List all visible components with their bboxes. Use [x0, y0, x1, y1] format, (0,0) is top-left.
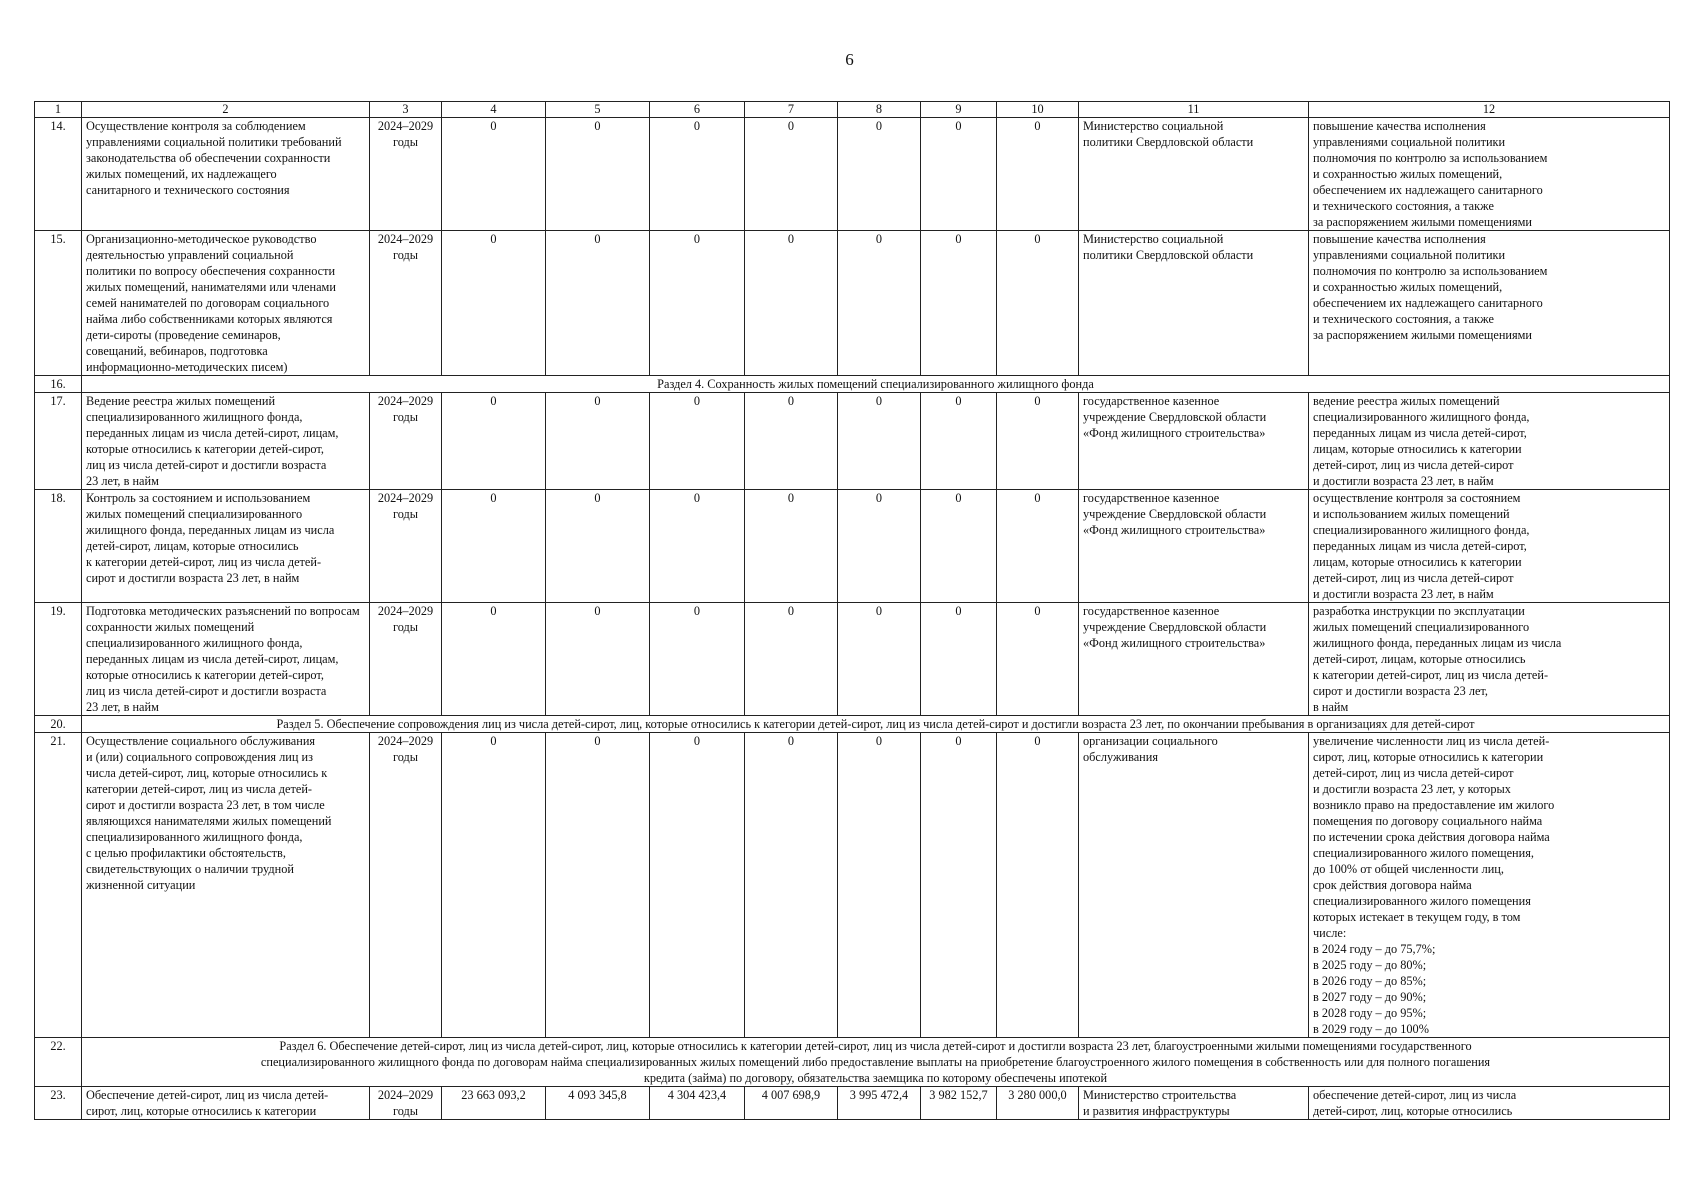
funding-value: 0 — [838, 603, 921, 716]
column-number: 1 — [35, 102, 82, 118]
responsible-executor: Министерство социальной политики Свердловской области — [1079, 118, 1309, 231]
period: 2024–2029 годы — [370, 393, 442, 490]
section-title: Раздел 4. Сохранность жилых помещений специализированного жилищного фонда — [82, 376, 1670, 393]
funding-value: 0 — [442, 603, 546, 716]
column-number: 5 — [546, 102, 650, 118]
table-row — [35, 118, 1670, 231]
table-row — [35, 490, 1670, 603]
period: 2024–2029 годы — [370, 603, 442, 716]
expected-result: обеспечение детей-сирот, лиц из числа детей-сирот, лиц, которые относились — [1309, 1087, 1670, 1120]
funding-value: 0 — [997, 603, 1079, 716]
funding-value: 0 — [838, 118, 921, 231]
expected-result: повышение качества исполнения управлениями социальной политики полномочия по контролю за использованием и сохранностью жилых помещений, обеспечением их надлежащего санитарного и технического состояния, а также за распоряжением жилыми помещениями — [1309, 118, 1670, 231]
funding-value: 0 — [546, 231, 650, 376]
section-row — [35, 1038, 1670, 1087]
funding-value: 0 — [838, 231, 921, 376]
responsible-executor: государственное казенное учреждение Свердловской области «Фонд жилищного строительства» — [1079, 490, 1309, 603]
column-number: 3 — [370, 102, 442, 118]
funding-value: 4 007 698,9 — [745, 1087, 838, 1120]
table-row — [35, 231, 1670, 376]
measure-name: Ведение реестра жилых помещений специализированного жилищного фонда, переданных лицам из числа детей-сирот, лицам, которые относились к категории детей-сирот, лиц из числа детей-сирот и достигли возраста 23 лет, в найм — [82, 393, 370, 490]
measure-name: Организационно-методическое руководство деятельностью управлений социальной политики по вопросу обеспечения сохранности жилых помещений, нанимателями или членами семей нанимателей по договорам социального найма либо собственниками которых являются дети-сироты (проведение семинаров, совещаний, вебинаров, подготовка информационно-методических писем) — [82, 231, 370, 376]
funding-value: 0 — [997, 490, 1079, 603]
funding-value: 0 — [546, 118, 650, 231]
funding-value: 0 — [745, 231, 838, 376]
funding-value: 0 — [650, 393, 745, 490]
funding-value: 0 — [745, 733, 838, 1038]
funding-value: 3 995 472,4 — [838, 1087, 921, 1120]
funding-value: 0 — [921, 231, 997, 376]
funding-value: 0 — [442, 118, 546, 231]
row-number: 14. — [35, 118, 82, 231]
period: 2024–2029 годы — [370, 231, 442, 376]
measure-name: Осуществление социального обслуживания и (или) социального сопровождения лиц из числа детей-сирот, лиц, которые относились к категории детей-сирот, лиц из числа детей- сирот и достигли возраста 23 лет, в том числе являющихся нанимателями жилых помещений специализированного жилищного фонда, с целью профилактики обстоятельств, свидетельствующих о наличии трудной жизненной ситуации — [82, 733, 370, 1038]
funding-value: 0 — [650, 490, 745, 603]
funding-value: 0 — [650, 231, 745, 376]
column-number: 8 — [838, 102, 921, 118]
expected-result: разработка инструкции по эксплуатации жилых помещений специализированного жилищного фонда, переданных лицам из числа детей-сирот, лицам, которые относились к категории детей-сирот, лиц из числа детей- сирот и достигли возраста 23 лет, в найм — [1309, 603, 1670, 716]
funding-value: 0 — [921, 733, 997, 1038]
column-number: 6 — [650, 102, 745, 118]
period: 2024–2029 годы — [370, 733, 442, 1038]
row-number: 21. — [35, 733, 82, 1038]
responsible-executor: государственное казенное учреждение Свердловской области «Фонд жилищного строительства» — [1079, 603, 1309, 716]
responsible-executor: государственное казенное учреждение Свердловской области «Фонд жилищного строительства» — [1079, 393, 1309, 490]
funding-value: 0 — [997, 393, 1079, 490]
funding-value: 0 — [745, 490, 838, 603]
row-number: 22. — [35, 1038, 82, 1087]
funding-value: 0 — [442, 393, 546, 490]
column-number: 4 — [442, 102, 546, 118]
funding-value: 3 982 152,7 — [921, 1087, 997, 1120]
funding-value: 0 — [838, 733, 921, 1038]
column-number: 11 — [1079, 102, 1309, 118]
funding-value: 0 — [546, 603, 650, 716]
row-number: 18. — [35, 490, 82, 603]
column-number: 9 — [921, 102, 997, 118]
expected-result: повышение качества исполнения управлениями социальной политики полномочия по контролю за использованием и сохранностью жилых помещений, обеспечением их надлежащего санитарного и технического состояния, а также за распоряжением жилыми помещениями — [1309, 231, 1670, 376]
funding-value: 0 — [745, 603, 838, 716]
column-number: 2 — [82, 102, 370, 118]
funding-value: 0 — [997, 118, 1079, 231]
expected-result: осуществление контроля за состоянием и использованием жилых помещений специализированного жилищного фонда, переданных лицам из числа детей-сирот, лицам, которые относились к категории детей-сирот, лиц из числа детей-сирот и достигли возраста 23 лет, в найм — [1309, 490, 1670, 603]
row-number: 17. — [35, 393, 82, 490]
funding-value: 0 — [745, 118, 838, 231]
funding-value: 0 — [838, 393, 921, 490]
responsible-executor: Министерство строительства и развития инфраструктуры — [1079, 1087, 1309, 1120]
period: 2024–2029 годы — [370, 1087, 442, 1120]
funding-value: 0 — [745, 393, 838, 490]
page-number: 6 — [845, 50, 854, 69]
table-row — [35, 393, 1670, 490]
funding-value: 0 — [650, 733, 745, 1038]
period: 2024–2029 годы — [370, 118, 442, 231]
funding-value: 4 093 345,8 — [546, 1087, 650, 1120]
responsible-executor: организации социального обслуживания — [1079, 733, 1309, 1038]
column-number: 12 — [1309, 102, 1670, 118]
row-number: 15. — [35, 231, 82, 376]
funding-value: 0 — [838, 490, 921, 603]
responsible-executor: Министерство социальной политики Свердловской области — [1079, 231, 1309, 376]
funding-value: 0 — [921, 118, 997, 231]
row-number: 23. — [35, 1087, 82, 1120]
section-title: Раздел 6. Обеспечение детей-сирот, лиц из числа детей-сирот, лиц, которые относились к категории детей-сирот, лиц из числа детей-сирот и достигли возраста 23 лет, благоустроенными жилыми помещениями государственного специализированного жилищного фонда по договорам найма специализированных жилых помещений либо предоставление выплаты на приобретение благоустроенного жилого помещения в собственность или для полного погашения кредита (займа) по договору, обязательства заемщика по которому обеспечены ипотекой — [82, 1038, 1670, 1087]
measure-name: Контроль за состоянием и использованием жилых помещений специализированного жилищного фонда, переданных лицам из числа детей-сирот, лицам, которые относились к категории детей-сирот, лиц из числа детей- сирот и достигли возраста 23 лет, в найм — [82, 490, 370, 603]
funding-value: 0 — [921, 603, 997, 716]
row-number: 20. — [35, 716, 82, 733]
funding-value: 0 — [442, 733, 546, 1038]
table-row — [35, 603, 1670, 716]
funding-value: 0 — [546, 393, 650, 490]
section-title: Раздел 5. Обеспечение сопровождения лиц из числа детей-сирот, лиц, которые относились к категории детей-сирот, лиц из числа детей-сирот и достигли возраста 23 лет, по окончании пребывания в организациях для детей-сирот — [82, 716, 1670, 733]
column-numbers-row — [35, 102, 1670, 118]
funding-value: 0 — [442, 231, 546, 376]
table-row — [35, 733, 1670, 1038]
funding-value: 0 — [997, 231, 1079, 376]
funding-value: 0 — [997, 733, 1079, 1038]
section-row — [35, 376, 1670, 393]
measure-name: Подготовка методических разъяснений по вопросам сохранности жилых помещений специализированного жилищного фонда, переданных лицам из числа детей-сирот, лицам, которые относились к категории детей-сирот, лиц из числа детей-сирот и достигли возраста 23 лет, в найм — [82, 603, 370, 716]
section-row — [35, 716, 1670, 733]
funding-value: 0 — [650, 118, 745, 231]
funding-value: 4 304 423,4 — [650, 1087, 745, 1120]
table-row — [35, 1087, 1670, 1120]
funding-value: 0 — [546, 490, 650, 603]
funding-value: 0 — [546, 733, 650, 1038]
measure-name: Осуществление контроля за соблюдением управлениями социальной политики требований законодательства об обеспечении сохранности жилых помещений, их надлежащего санитарного и технического состояния — [82, 118, 370, 231]
expected-result: увеличение численности лиц из числа детей- сирот, лиц, которые относились к категории детей-сирот, лиц из числа детей-сирот и достигли возраста 23 лет, у которых возникло право на предоставление им жилого помещения по договору социального найма по истечении срока действия договора найма специализированного жилого помещения, до 100% от общей численности лиц, срок действия договора найма специализированного жилого помещения которых истекает в текущем году, в том числе: в 2024 году – до 75,7%; в 2025 году – до 80%; в 2026 году – до 85%; в 2027 году – до 90%; в 2028 году – до 95%; в 2029 году – до 100% — [1309, 733, 1670, 1038]
row-number: 19. — [35, 603, 82, 716]
measures-table — [34, 101, 1670, 1120]
column-number: 10 — [997, 102, 1079, 118]
expected-result: ведение реестра жилых помещений специализированного жилищного фонда, переданных лицам из числа детей-сирот, лицам, которые относились к категории детей-сирот, лиц из числа детей-сирот и достигли возраста 23 лет, в найм — [1309, 393, 1670, 490]
period: 2024–2029 годы — [370, 490, 442, 603]
funding-value: 3 280 000,0 — [997, 1087, 1079, 1120]
funding-value: 0 — [442, 490, 546, 603]
row-number: 16. — [35, 376, 82, 393]
column-number: 7 — [745, 102, 838, 118]
funding-value: 0 — [921, 490, 997, 603]
measure-name: Обеспечение детей-сирот, лиц из числа детей- сирот, лиц, которые относились к категории — [82, 1087, 370, 1120]
funding-value: 23 663 093,2 — [442, 1087, 546, 1120]
funding-value: 0 — [921, 393, 997, 490]
funding-value: 0 — [650, 603, 745, 716]
